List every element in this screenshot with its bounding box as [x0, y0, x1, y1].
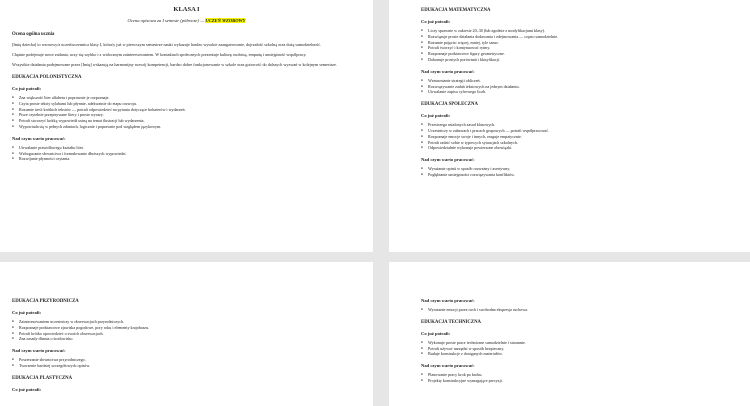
work-label: Nad czym warto pracować: [421, 298, 475, 303]
list-item: ● Rozpoznaje podstawowe figury geometryczne. [421, 51, 738, 57]
list-item: ● Wzmacnianie strategii obliczeń. [421, 78, 738, 84]
can-label: Co już potrafi: [421, 113, 451, 119]
page-gap-horizontal [0, 252, 750, 262]
section-heading-polish: EDUKACJA POLONISTYCZNA [12, 75, 82, 80]
can-label: Co już potrafi: [12, 86, 42, 91]
can-label: Co już potrafi: [421, 330, 451, 336]
work-label: Nad czym warto pracować: [421, 363, 475, 369]
list-item: ● Tworzenie bardziej szczegółowych opisów. [12, 363, 361, 369]
list-item: ● Potrafi radzić sobie w typowych sytuacjach szkolnych. [421, 140, 738, 146]
list-item: ● Wyrażanie opinii w sposób rozważny i asertywny. [421, 166, 738, 172]
document-page-1[interactable] [0, 0, 373, 252]
list-item: ● Pogłębianie umiejętności rozwiązywania konfliktów. [421, 172, 738, 178]
list-item: ● Zna większość liter alfabetu i poprawnie je rozpoznaje. [12, 95, 361, 101]
list-item: ● Zna zasady dbania o środowisko. [12, 336, 361, 342]
general-paragraph-1: [Imię dziecka] to wzorowy/a uczeń/uczennica klasy I, która/y już w pierwszym semestrze nauki wykazuje bardzo wysokie zaangażowanie, dojrzałość szkolną oraz dużą samodzielność. [12, 42, 322, 47]
list-item: ● Rozwijanie płynności czytania. [12, 156, 361, 162]
list-item: ● Rozwiązywanie zadań tekstowych na jednym działaniu. [421, 84, 738, 90]
work-label: Nad czym warto pracować: [421, 68, 475, 74]
can-label: Co już potrafi: [12, 310, 42, 315]
page-title: KLASA I [173, 6, 200, 13]
section-heading-math: EDUKACJA MATEMATYCZNA [421, 8, 491, 13]
list-item: ● Utrwalanie zapisu cyfrowego liczb. [421, 89, 738, 95]
social-work-list [421, 166, 738, 178]
list-item: ● Uczestniczy w zabawach i pracach grupowych — potrafi współpracować. [421, 128, 738, 134]
section-heading-nature: EDUKACJA PRZYRODNICZA [12, 299, 79, 304]
document-page-3[interactable] [0, 262, 373, 406]
page-subtitle [12, 18, 361, 23]
music-work-list [421, 307, 738, 313]
list-item: ● Potrafi krótko opowiedzieć o swoich obserwacjach. [12, 331, 361, 337]
list-item: ● Rozpoznaje podstawowe zjawiska pogodowe, pory roku i elementy krajobrazu. [12, 325, 361, 331]
list-item: ● Rozwiązuje proste działania dodawania i odejmowania — często samodzielnie. [421, 34, 738, 40]
section-heading-social: EDUKACJA SPOŁECZNA [421, 102, 478, 108]
work-label: Nad czym warto pracować: [12, 348, 66, 354]
nature-work-list [12, 357, 361, 369]
list-item: ● Odpowiedzialnie wykonuje powierzone obowiązki. [421, 145, 738, 151]
document-page-4[interactable] [389, 262, 750, 406]
list-item: ● Dokonuje prostych porównań i klasyfikacji. [421, 57, 738, 63]
list-item: ● Potrafi tworzyć i kontynuować rytmy. [421, 45, 738, 51]
list-item: ● Wypowiada się w pełnych zdaniach, logicznie i poprawnie pod względem językowym. [12, 124, 361, 130]
technical-work-list [421, 372, 738, 384]
math-can-list [421, 28, 738, 63]
list-item: ● Utrwalanie prawidłowego kształtu liter. [12, 145, 361, 151]
technical-can-list [421, 340, 738, 357]
work-label: Nad czym warto pracować: [421, 157, 475, 163]
list-item: ● Potrafi używać narzędzi w sposób bezpieczny. [421, 346, 738, 352]
can-label: Co już potrafi: [421, 19, 451, 24]
list-item: ● Projekty konstrukcyjne wymagające precyzji. [421, 378, 738, 384]
polish-work-list [12, 145, 361, 162]
list-item: ● Wyrażanie emocji przez ruch i swobodna ekspresja ruchowa. [421, 307, 738, 313]
section-heading-art: EDUKACJA PLASTYCZNA [12, 375, 73, 381]
subtitle-highlight: UCZEŃ WZOROWY [205, 18, 246, 23]
can-label: Co już potrafi: [12, 386, 42, 392]
list-item: ● Pisze czytelnie przepisywane litery i proste wyrazy. [12, 112, 361, 118]
list-item: ● Buduje konstrukcje z dostępnych materiałów. [421, 351, 738, 357]
list-item: ● Liczy sprawnie w zakresie 20–30 (lub zgodnie z modyfikacjami klasy). [421, 28, 738, 34]
general-paragraph-2: Chętnie podejmuje nowe zadania, uczy się szybko i z widocznym zainteresowaniem. W kontaktach społecznych prezentuje kulturę osobistą, empatię i umiejętność współpracy. [12, 52, 307, 57]
list-item: ● Planowanie pracy krok po kroku. [421, 372, 738, 378]
work-label: Nad czym warto pracować: [12, 135, 66, 141]
list-item: ● Wzbogacanie słownictwa i formułowanie dłuższych wypowiedzi. [12, 151, 361, 157]
list-item: ● Rozumie pojęcia: więcej, mniej, tyle samo. [421, 40, 738, 46]
list-item: ● Wykonuje proste prace techniczne samodzielnie i starannie. [421, 340, 738, 346]
social-can-list [421, 122, 738, 151]
page-gap-vertical [373, 0, 389, 406]
nature-can-list [12, 319, 361, 342]
section-heading-general: Ocena ogólna ucznia [12, 32, 55, 37]
list-item: ● Przestrzega ustalonych zasad klasowych. [421, 122, 738, 128]
polish-can-list [12, 95, 361, 130]
section-heading-technical: EDUKACJA TECHNICZNA [421, 319, 482, 325]
subtitle-text: Ocena opisowa za I semestr (półrocze) — [127, 18, 205, 23]
document-page-2[interactable] [389, 0, 750, 252]
math-work-list [421, 78, 738, 95]
list-item: ● Potrafi stworzyć krótką wypowiedź ustną na temat ilustracji lub wydarzenia. [12, 118, 361, 124]
list-item: ● Poszerzanie słownictwa przyrodniczego. [12, 357, 361, 363]
list-item: ● Rozumie treść krótkich tekstów — potrafi odpowiedzieć na pytania dotyczące bohaterów i wydarzeń. [12, 107, 361, 113]
list-item: ● Rozpoznaje emocje swoje i innych, reaguje empatycznie. [421, 134, 738, 140]
list-item: ● Czyta proste teksty sylabami lub płynnie, adekwatnie do etapu rozwoju. [12, 101, 361, 107]
general-paragraph-3: Wszystkie działania podejmowane przez [Imię] wskazują na harmonijny rozwój kompetencji, bardzo dobre funkcjonowanie w szkole oraz gotowość do dalszych wyzwań w kolejnym semestrze. [12, 62, 337, 67]
list-item: ● Zainteresowaniem uczestniczy w obserwacjach przyrodniczych. [12, 319, 361, 325]
